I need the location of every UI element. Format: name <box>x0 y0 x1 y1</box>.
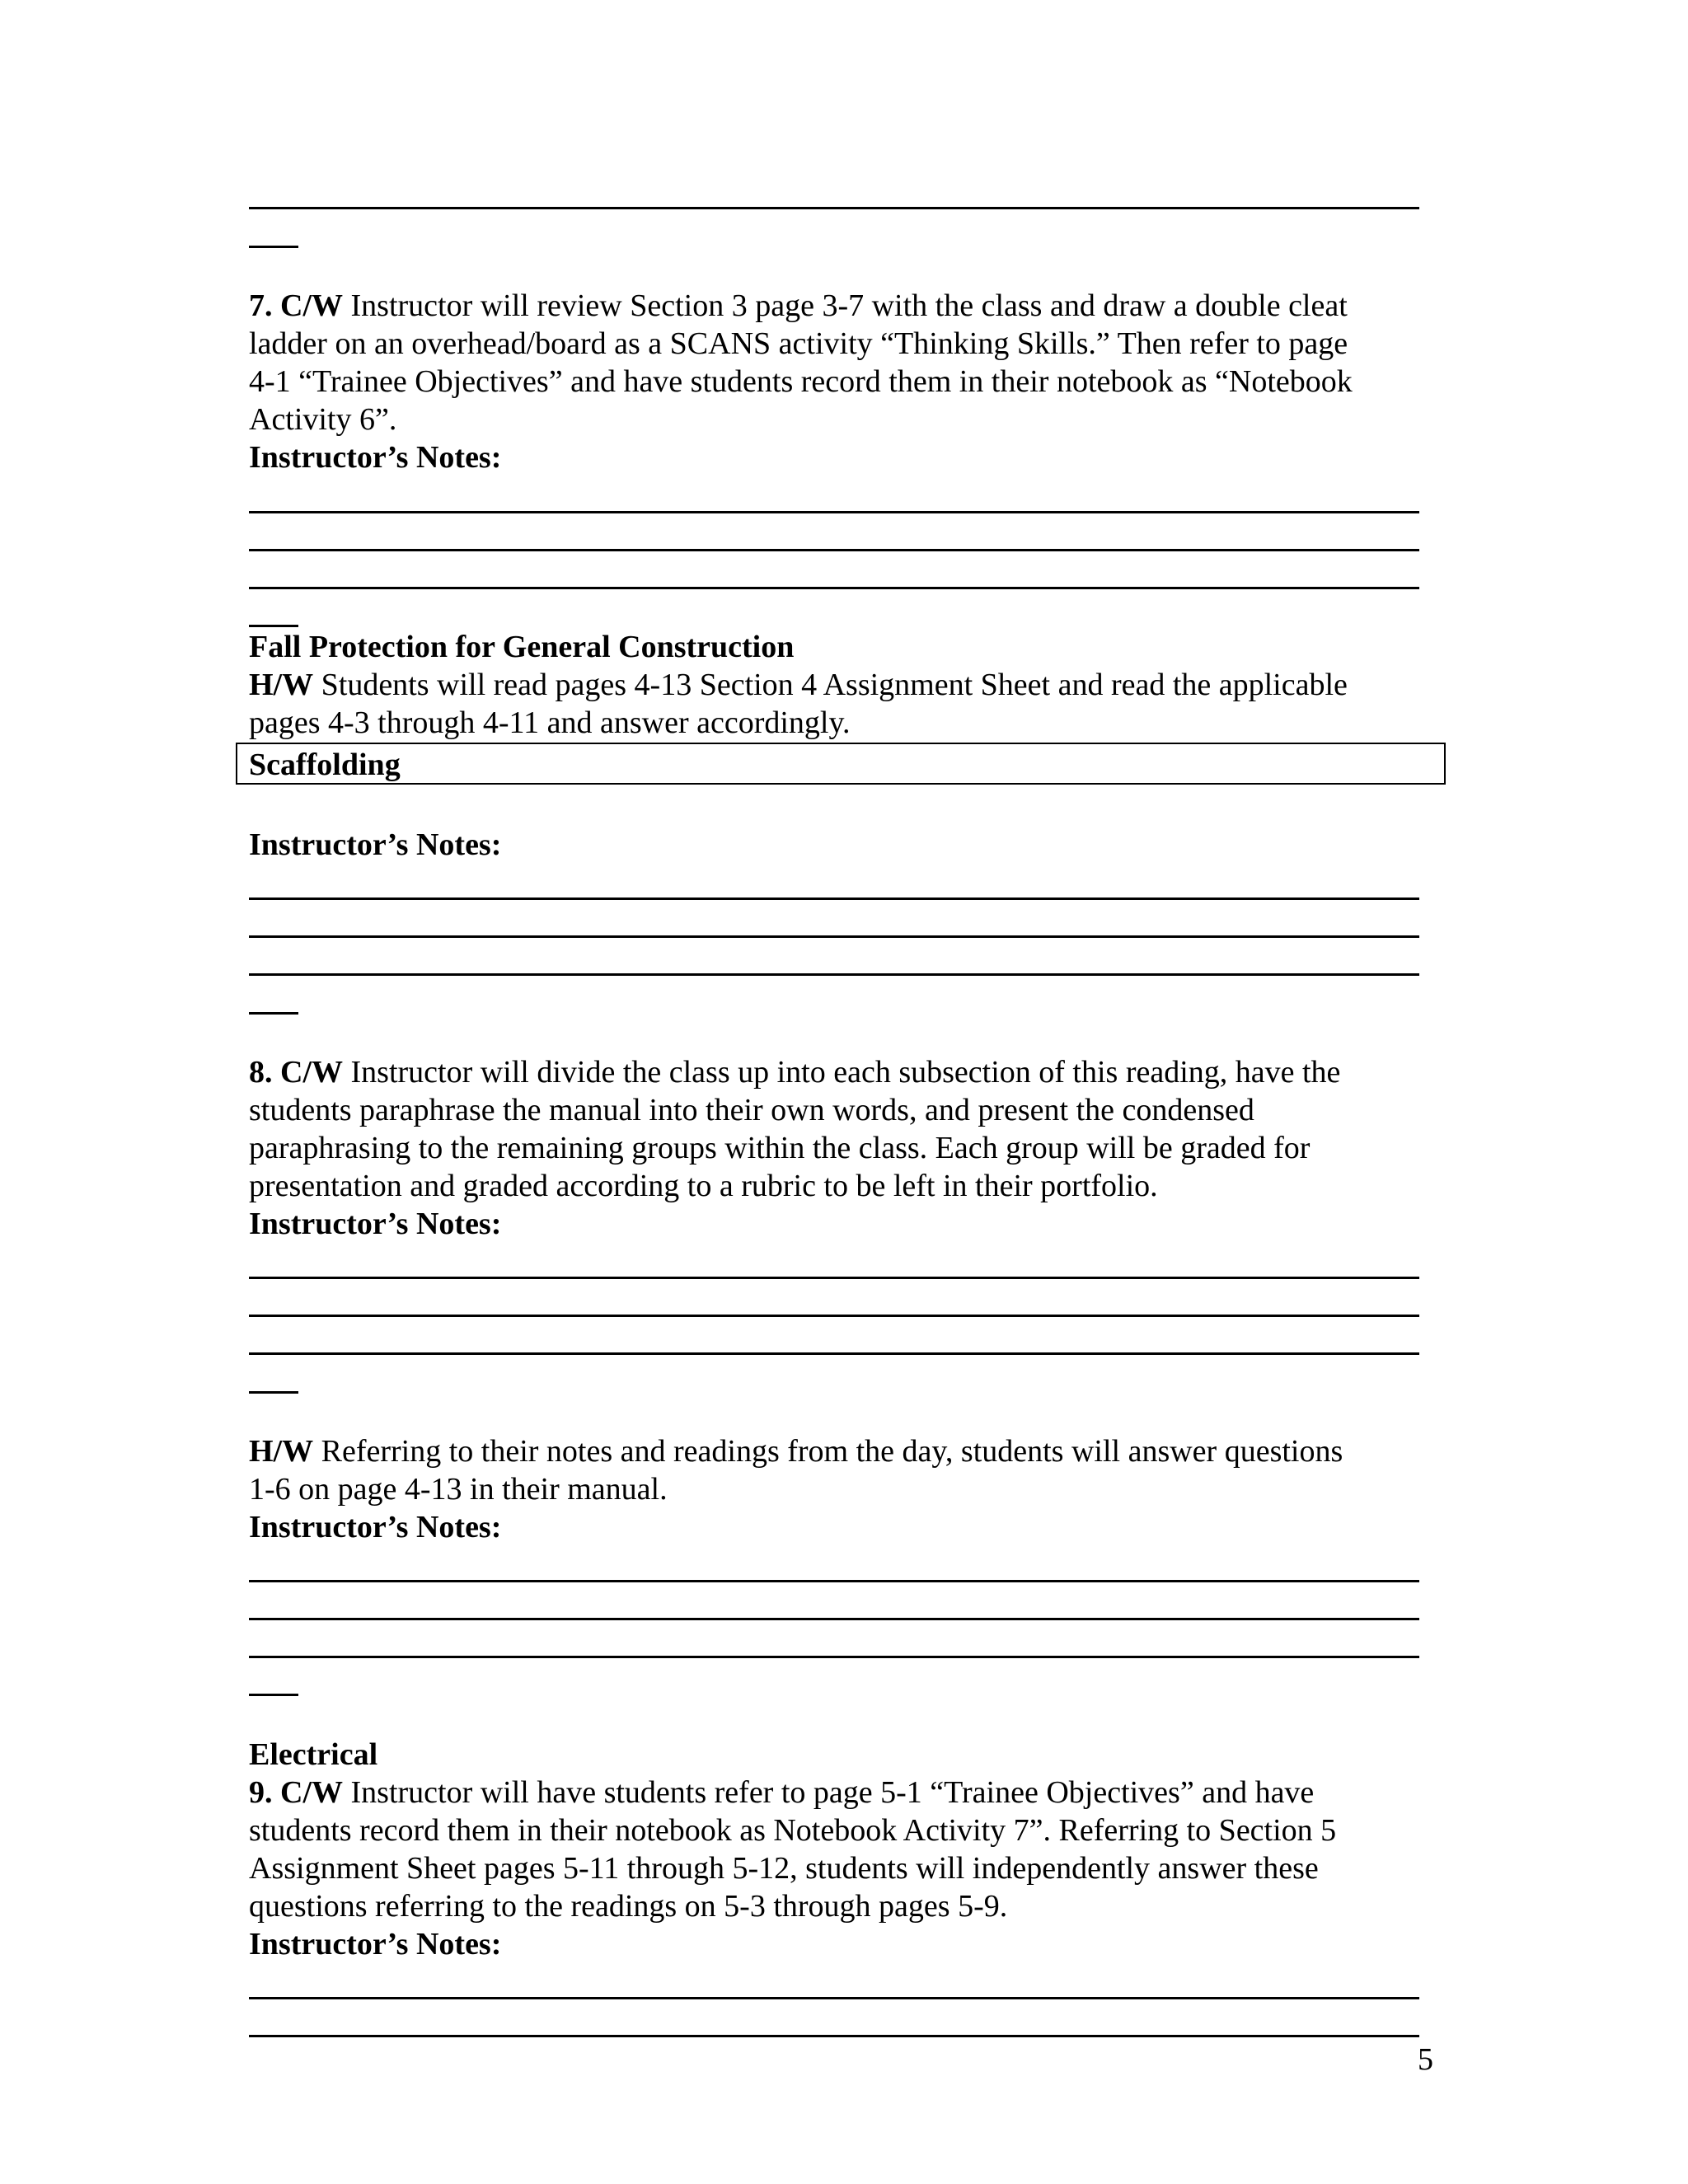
answer-line-stub <box>249 625 298 627</box>
item-7-text-line: ladder on an overhead/board as a SCANS activity “Thinking Skills.” Then refer to page <box>249 326 1348 361</box>
hw-label: H/W <box>249 668 314 702</box>
instructor-notes-label: Instructor’s Notes: <box>249 1207 502 1241</box>
hw-text-line: Referring to their notes and readings from the day, students will answer questions <box>313 1434 1343 1469</box>
item-8-text-line: Instructor will divide the class up into each subsection of this reading, have the <box>343 1055 1341 1090</box>
item-8-text-line: paraphrasing to the remaining groups within the class. Each group will be graded for <box>249 1131 1311 1165</box>
answer-line <box>249 549 1419 551</box>
fall-protection-text-line: pages 4-3 through 4-11 and answer accordingly. <box>249 705 851 740</box>
item-9-paragraph <box>249 1774 1436 1925</box>
item-8-text-line: students paraphrase the manual into their own words, and present the condensed <box>249 1093 1254 1127</box>
answer-line <box>249 1315 1419 1317</box>
section-heading-electrical: Electrical <box>249 1737 378 1772</box>
instructor-notes-label: Instructor’s Notes: <box>249 1510 502 1544</box>
answer-line-stub <box>249 1012 298 1015</box>
answer-line <box>249 973 1419 976</box>
answer-line <box>249 1618 1419 1620</box>
item-8-label: 8. C/W <box>249 1055 343 1090</box>
answer-line-stub <box>249 246 298 248</box>
section-heading-scaffolding: Scaffolding <box>249 748 401 782</box>
instructor-notes-label: Instructor’s Notes: <box>249 1927 502 1961</box>
answer-line <box>249 511 1419 513</box>
answer-line <box>249 1277 1419 1279</box>
item-9-label: 9. C/W <box>249 1775 343 1810</box>
scaffolding-heading-box <box>236 743 1446 785</box>
item-8-text-line: presentation and graded according to a rubric to be left in their portfolio. <box>249 1169 1158 1203</box>
item-7-paragraph <box>249 287 1436 438</box>
item-9-text-line: students record them in their notebook as Notebook Activity 7”. Referring to Section 5 <box>249 1813 1337 1848</box>
item-9-text-line: questions referring to the readings on 5-3 through pages 5-9. <box>249 1889 1008 1924</box>
answer-line <box>249 2035 1419 2037</box>
instructor-notes-label: Instructor’s Notes: <box>249 440 502 475</box>
section-heading-fall-protection: Fall Protection for General Construction <box>249 630 795 664</box>
fall-protection-paragraph <box>249 666 1436 742</box>
answer-line <box>249 1580 1419 1582</box>
answer-line <box>249 1656 1419 1658</box>
hw-label: H/W <box>249 1434 314 1469</box>
answer-line <box>249 207 1419 209</box>
hw-text-line: 1-6 on page 4-13 in their manual. <box>249 1472 668 1507</box>
answer-line <box>249 1997 1419 1999</box>
answer-line <box>249 935 1419 938</box>
answer-line <box>249 898 1419 900</box>
item-7-label: 7. C/W <box>249 288 343 323</box>
answer-line <box>249 1352 1419 1355</box>
answer-line-stub <box>249 1391 298 1394</box>
item-7-text-line: 4-1 “Trainee Objectives” and have students record them in their notebook as “Notebook <box>249 364 1353 399</box>
item-9-text-line: Instructor will have students refer to page 5-1 “Trainee Objectives” and have <box>343 1775 1315 1810</box>
item-7-text-line: Activity 6”. <box>249 402 397 437</box>
hw-paragraph <box>249 1432 1436 1508</box>
instructor-notes-label: Instructor’s Notes: <box>249 827 502 862</box>
page-number: 5 <box>1418 2042 1433 2077</box>
item-8-paragraph <box>249 1053 1436 1205</box>
fall-protection-text-line: Students will read pages 4-13 Section 4 Assignment Sheet and read the applicable <box>313 668 1348 702</box>
answer-line <box>249 587 1419 589</box>
answer-line-stub <box>249 1694 298 1696</box>
item-9-text-line: Assignment Sheet pages 5-11 through 5-12, students will independently answer these <box>249 1851 1319 1886</box>
item-7-text-line: Instructor will review Section 3 page 3-7 with the class and draw a double cleat <box>343 288 1348 323</box>
